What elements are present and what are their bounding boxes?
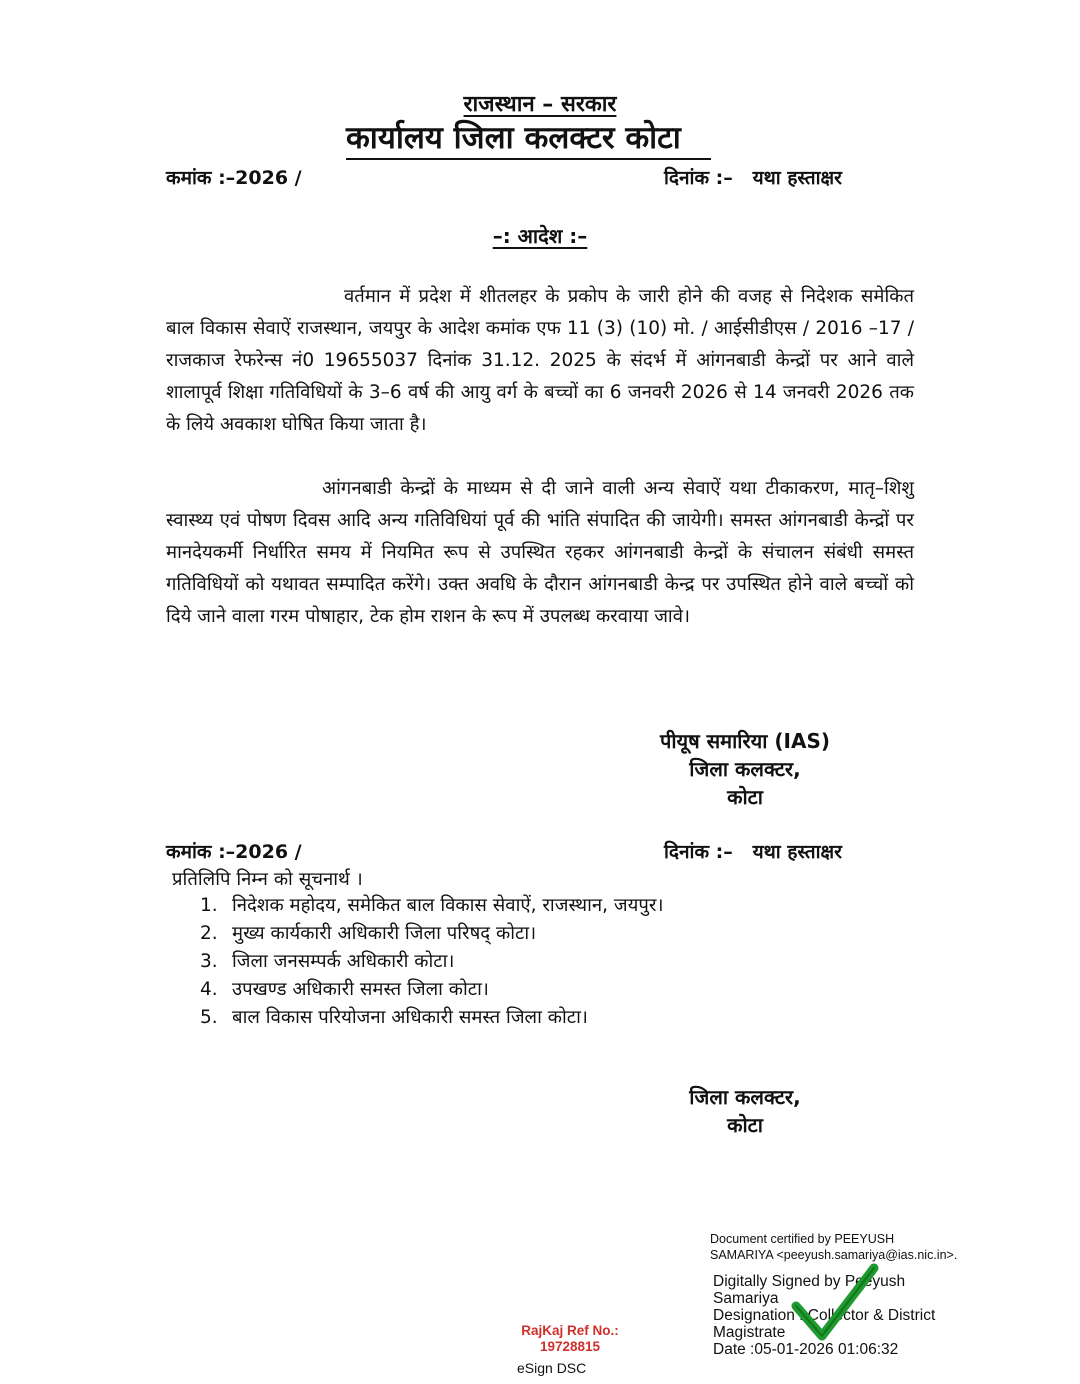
signature-valid-check-icon bbox=[790, 1262, 880, 1352]
list-item-text: उपखण्ड अधिकारी समस्त जिला कोटा। bbox=[232, 979, 489, 1000]
copy-sign-designation: जिला कलक्टर, bbox=[689, 1085, 801, 1109]
order-paragraph-1: वर्तमान में प्रदेश में शीतलहर के प्रकोप के जारी होने की वजह से निदेशक समेकित बाल विकास सेवाऐं राजस्थान, जयपुर के आदेश कमांक एफ 11 (3) (10) मो. / आईसीडीएस / 2016 –17 / राजकाज रेफरेन्स नं0 19655037 दिनांक 31.12. 2025 के संदर्भ में आंगनबाडी केन्द्रों पर आने वाले शालापूर्व शिक्षा गतिविधियों के 3–6 वर्ष की आयु वर्ग के बच्चों का 6 जनवरी 2026 से 14 जनवरी 2026 तक के लिये अवकाश घोषित किया जाता है। bbox=[166, 286, 914, 435]
copy-signature-block bbox=[600, 1083, 890, 1139]
government-title: राजस्थान – सरकार bbox=[463, 92, 617, 117]
designation-line-2: Magistrate bbox=[713, 1324, 786, 1341]
signed-by-name: Samariya bbox=[713, 1290, 779, 1307]
list-item bbox=[200, 948, 663, 976]
signature-date: Date :05-01-2026 01:06:32 bbox=[713, 1341, 899, 1358]
rajkaj-number: 19728815 bbox=[539, 1339, 601, 1354]
list-item bbox=[200, 892, 663, 920]
designation-line: Designation : Collector & District bbox=[713, 1307, 936, 1324]
order-date: दिनांक :– यथा हस्ताक्षर bbox=[664, 167, 842, 189]
list-item-number: 4. bbox=[200, 979, 218, 1000]
signed-by-line: Digitally Signed by Peeyush bbox=[713, 1273, 906, 1290]
copy-recipient-list bbox=[200, 892, 663, 1032]
list-item-text: जिला जनसम्पर्क अधिकारी कोटा। bbox=[232, 951, 455, 972]
copy-sign-place: कोटा bbox=[727, 1113, 763, 1137]
copy-reference-number: कमांक :–2026 / bbox=[166, 841, 302, 863]
certification-line-1: Document certified by PEEYUSH bbox=[710, 1232, 895, 1246]
signatory-name: पीयूष समारिया (IAS) bbox=[659, 729, 831, 753]
certification-note bbox=[710, 1231, 990, 1263]
list-item-text: मुख्य कार्यकारी अधिकारी जिला परिषद् कोटा। bbox=[232, 923, 537, 944]
list-item-number: 5. bbox=[200, 1007, 218, 1028]
esign-label: eSign DSC bbox=[517, 1360, 587, 1376]
rajkaj-label: RajKaj Ref No.: bbox=[521, 1323, 619, 1338]
list-item-number: 1. bbox=[200, 895, 218, 916]
signatory-place: कोटा bbox=[727, 785, 763, 809]
signatory-designation: जिला कलक्टर, bbox=[689, 757, 801, 781]
list-item-number: 2. bbox=[200, 923, 218, 944]
reference-number: कमांक :–2026 / bbox=[166, 167, 302, 189]
list-item-number: 3. bbox=[200, 951, 218, 972]
copy-intro: प्रतिलिपि निम्न को सूचनार्थ । bbox=[172, 869, 363, 890]
order-heading: –: आदेश :– bbox=[492, 224, 588, 248]
list-item-text: बाल विकास परियोजना अधिकारी समस्त जिला कोटा। bbox=[232, 1007, 588, 1028]
office-title: कार्यालय जिला कलक्टर कोटा bbox=[346, 118, 711, 160]
list-item bbox=[200, 976, 663, 1004]
list-item bbox=[200, 920, 663, 948]
order-paragraph-2: आंगनबाडी केन्द्रों के माध्यम से दी जाने वाली अन्य सेवाऐं यथा टीकाकरण, मातृ–शिशु स्वास्थ्य एवं पोषण दिवस आदि अन्य गतिविधियां पूर्व की भांति संपादित की जायेगी। समस्त आंगनबाडी केन्द्रों पर मानदेयकर्मी निर्धारित समय में नियमित रूप से उपस्थित रहकर आंगनबाडी केन्द्रों के संचालन संबंधी समस्त गतिविधियों को यथावत सम्पादित करेंगे। उक्त अवधि के दौरान आंगनबाडी केन्द्र पर उपस्थित होने वाले बच्चों को दिये जाने वाला गरम पोषाहार, टेक होम राशन के रूप में उपलब्ध करवाया जावे। bbox=[166, 478, 914, 627]
list-item-text: निदेशक महोदय, समेकित बाल विकास सेवाऐं, राजस्थान, जयपुर। bbox=[232, 895, 664, 916]
list-item bbox=[200, 1004, 663, 1032]
certification-line-2: SAMARIYA <peeyush.samariya@ias.nic.in>. bbox=[710, 1248, 958, 1262]
signature-block bbox=[600, 727, 890, 811]
copy-date: दिनांक :– यथा हस्ताक्षर bbox=[664, 841, 842, 863]
rajkaj-reference bbox=[510, 1323, 630, 1355]
